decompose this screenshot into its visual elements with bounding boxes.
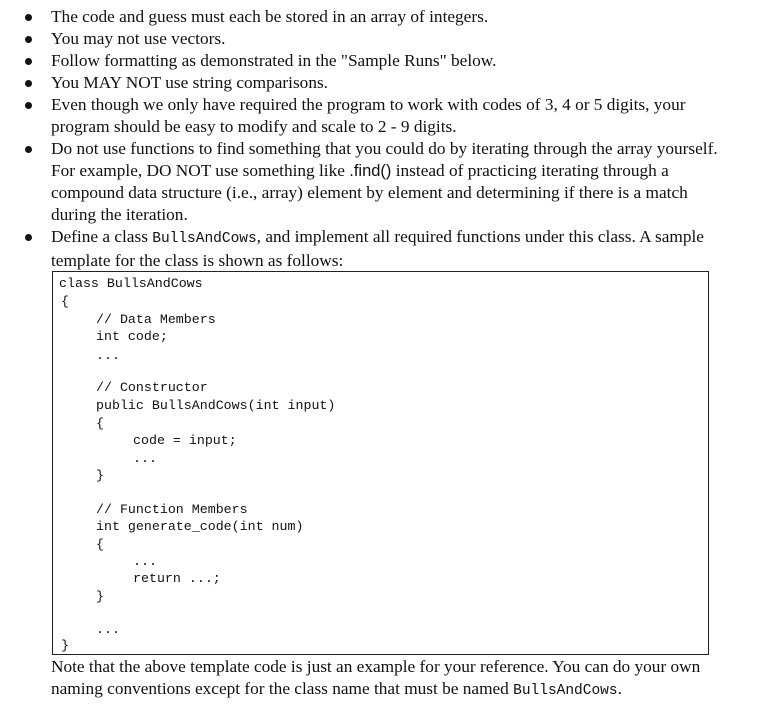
note-text-after: . bbox=[617, 679, 622, 698]
code-line: { bbox=[61, 294, 69, 309]
document-page bbox=[0, 6, 762, 272]
bullet-text: You MAY NOT use string comparisons. bbox=[51, 73, 329, 92]
code-line: int code; bbox=[96, 329, 168, 344]
code-line: ... bbox=[96, 622, 120, 637]
code-template-box bbox=[52, 271, 709, 655]
bullet-item-formatting bbox=[0, 50, 762, 72]
bullet-text-after: instead of practicing iterating through a compound data structure (i.e., array) element by element and determining if there is a match during the iteration. bbox=[51, 161, 688, 224]
bullet-text: The code and guess must each be stored in an array of integers. bbox=[51, 7, 489, 26]
code-line: int generate_code(int num) bbox=[96, 519, 304, 534]
bullet-text: You may not use vectors. bbox=[51, 29, 226, 48]
code-line: // Function Members bbox=[96, 502, 248, 517]
bullet-item-string-comparisons bbox=[0, 72, 762, 94]
code-line: ... bbox=[96, 348, 120, 363]
requirements-list bbox=[0, 6, 762, 272]
bullet-text: Even though we only have required the program to work with codes of 3, 4 or 5 digits, your program should be easy to modify and scale to 2 - 9 digits. bbox=[51, 95, 686, 136]
bullet-item-vectors bbox=[0, 28, 762, 50]
bullet-text-before: Define a class bbox=[51, 227, 153, 246]
bullet-icon bbox=[25, 146, 32, 153]
bullet-item-scalability bbox=[0, 94, 762, 138]
code-line: // Constructor bbox=[96, 380, 208, 395]
code-line: class BullsAndCows bbox=[59, 276, 203, 291]
code-line: ... bbox=[133, 554, 157, 569]
code-line: } bbox=[96, 589, 104, 604]
inline-code-class-name: BullsAndCows bbox=[152, 231, 257, 247]
bullet-text: Follow formatting as demonstrated in the "Sample Runs" below. bbox=[51, 51, 497, 70]
inline-code-find: .find() bbox=[349, 162, 392, 180]
bullet-item-define-class bbox=[0, 226, 762, 272]
code-line: ... bbox=[133, 451, 157, 466]
bullet-item-array bbox=[0, 6, 762, 28]
bullet-icon bbox=[25, 80, 32, 87]
template-note bbox=[51, 656, 719, 702]
code-line: code = input; bbox=[133, 433, 237, 448]
code-line: { bbox=[96, 416, 104, 431]
bullet-icon bbox=[25, 36, 32, 43]
bullet-text-before: Do not use functions to find something that you could do by iterating through the array yourself. For example, DO NOT use something like bbox=[51, 139, 718, 180]
bullet-item-no-functions bbox=[0, 138, 762, 226]
code-line: return ...; bbox=[133, 571, 221, 586]
code-line: // Data Members bbox=[96, 312, 216, 327]
code-line: } bbox=[61, 638, 69, 653]
bullet-icon bbox=[25, 234, 32, 241]
code-line: public BullsAndCows(int input) bbox=[96, 398, 336, 413]
inline-code-class-name: BullsAndCows bbox=[513, 683, 618, 699]
code-line: { bbox=[96, 537, 104, 552]
code-line: } bbox=[96, 468, 104, 483]
bullet-text-after: , and implement all required functions under this class. A sample template for the class is shown as follows: bbox=[51, 227, 704, 270]
bullet-icon bbox=[25, 58, 32, 65]
bullet-icon bbox=[25, 14, 32, 21]
bullet-icon bbox=[25, 102, 32, 109]
note-text-before: Note that the above template code is just an example for your reference. You can do your own naming conventions except for the class name that must be named bbox=[51, 657, 701, 698]
